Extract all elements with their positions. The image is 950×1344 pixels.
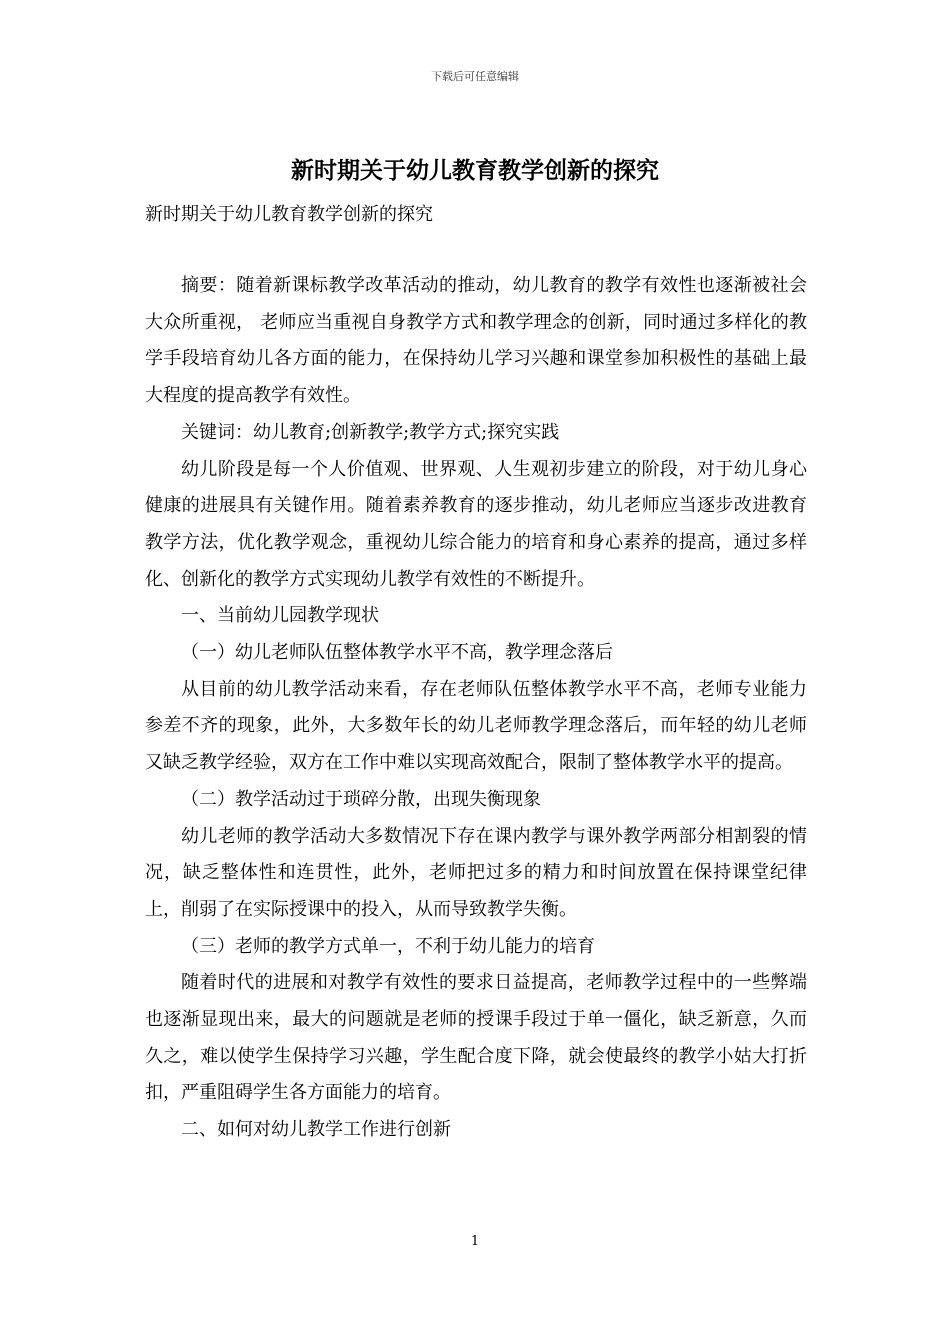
body-paragraph: 随着时代的进展和对教学有效性的要求日益提高，老师教学过程中的一些弊端也逐渐显现出来，最大的问题就是老师的授课手段过于单一僵化，缺乏新意，久而久之，难以使学生保持学习兴趣，学生配合度下降，就会使最终的教学小姑大打折扣，严重阻碍学生各方面能力的培育。 [145,972,807,1104]
subsection-heading-1: （一）幼儿老师队伍整体教学水平不高，教学理念落后 [181,642,613,664]
abstract-paragraph: 摘要：随着新课标教学改革活动的推动，幼儿教育的教学有效性也逐渐被社会大众所重视， 老师应当重视自身教学方式和教学理念的创新，同时通过多样化的教学手段培育幼儿各方面的能力，在保持幼儿学习兴趣和课堂参加积极性的基础上最大程度的提高教学有效性。 [145,275,807,407]
section-heading-2: 二、如何对幼儿教学工作进行创新 [181,1119,451,1141]
document-subtitle: 新时期关于幼儿教育教学创新的探究 [145,204,433,225]
subsection-heading-2: （二）教学活动过于琐碎分散，出现失衡现象 [181,788,541,810]
page-number: 1 [470,1234,480,1249]
keywords-paragraph: 关键词：幼儿教育;创新教学;教学方式;探究实践 [181,421,560,443]
document-body [145,268,807,1149]
body-paragraph: 从目前的幼儿教学活动来看，存在老师队伍整体教学水平不高，老师专业能力参差不齐的现象，此外，大多数年长的幼儿老师教学理念落后，而年轻的幼儿老师又缺乏教学经验，双方在工作中难以实现高效配合，限制了整体教学水平的提高。 [145,678,807,774]
intro-paragraph: 幼儿阶段是每一个人价值观、世界观、人生观初步建立的阶段，对于幼儿身心健康的进展具有关键作用。随着素养教育的逐步推动，幼儿老师应当逐步改进教育教学方法，优化教学观念，重视幼儿综合能力的培育和身心素养的提高，通过多样化、创新化的教学方式实现幼儿教学有效性的不断提升。 [145,458,807,590]
subsection-heading-3: （三）老师的教学方式单一，不利于幼儿能力的培育 [181,935,595,957]
document-title: 新时期关于幼儿教育教学创新的探究 [291,157,659,184]
header-note: 下载后可任意编辑 [431,70,519,83]
section-heading-1: 一、当前幼儿园教学现状 [181,605,379,627]
body-paragraph: 幼儿老师的教学活动大多数情况下存在课内教学与课外教学两部分相割裂的情况，缺乏整体性和连贯性，此外，老师把过多的精力和时间放置在保持课堂纪律上，削弱了在实际授课中的投入，从而导致教学失衡。 [145,825,807,920]
